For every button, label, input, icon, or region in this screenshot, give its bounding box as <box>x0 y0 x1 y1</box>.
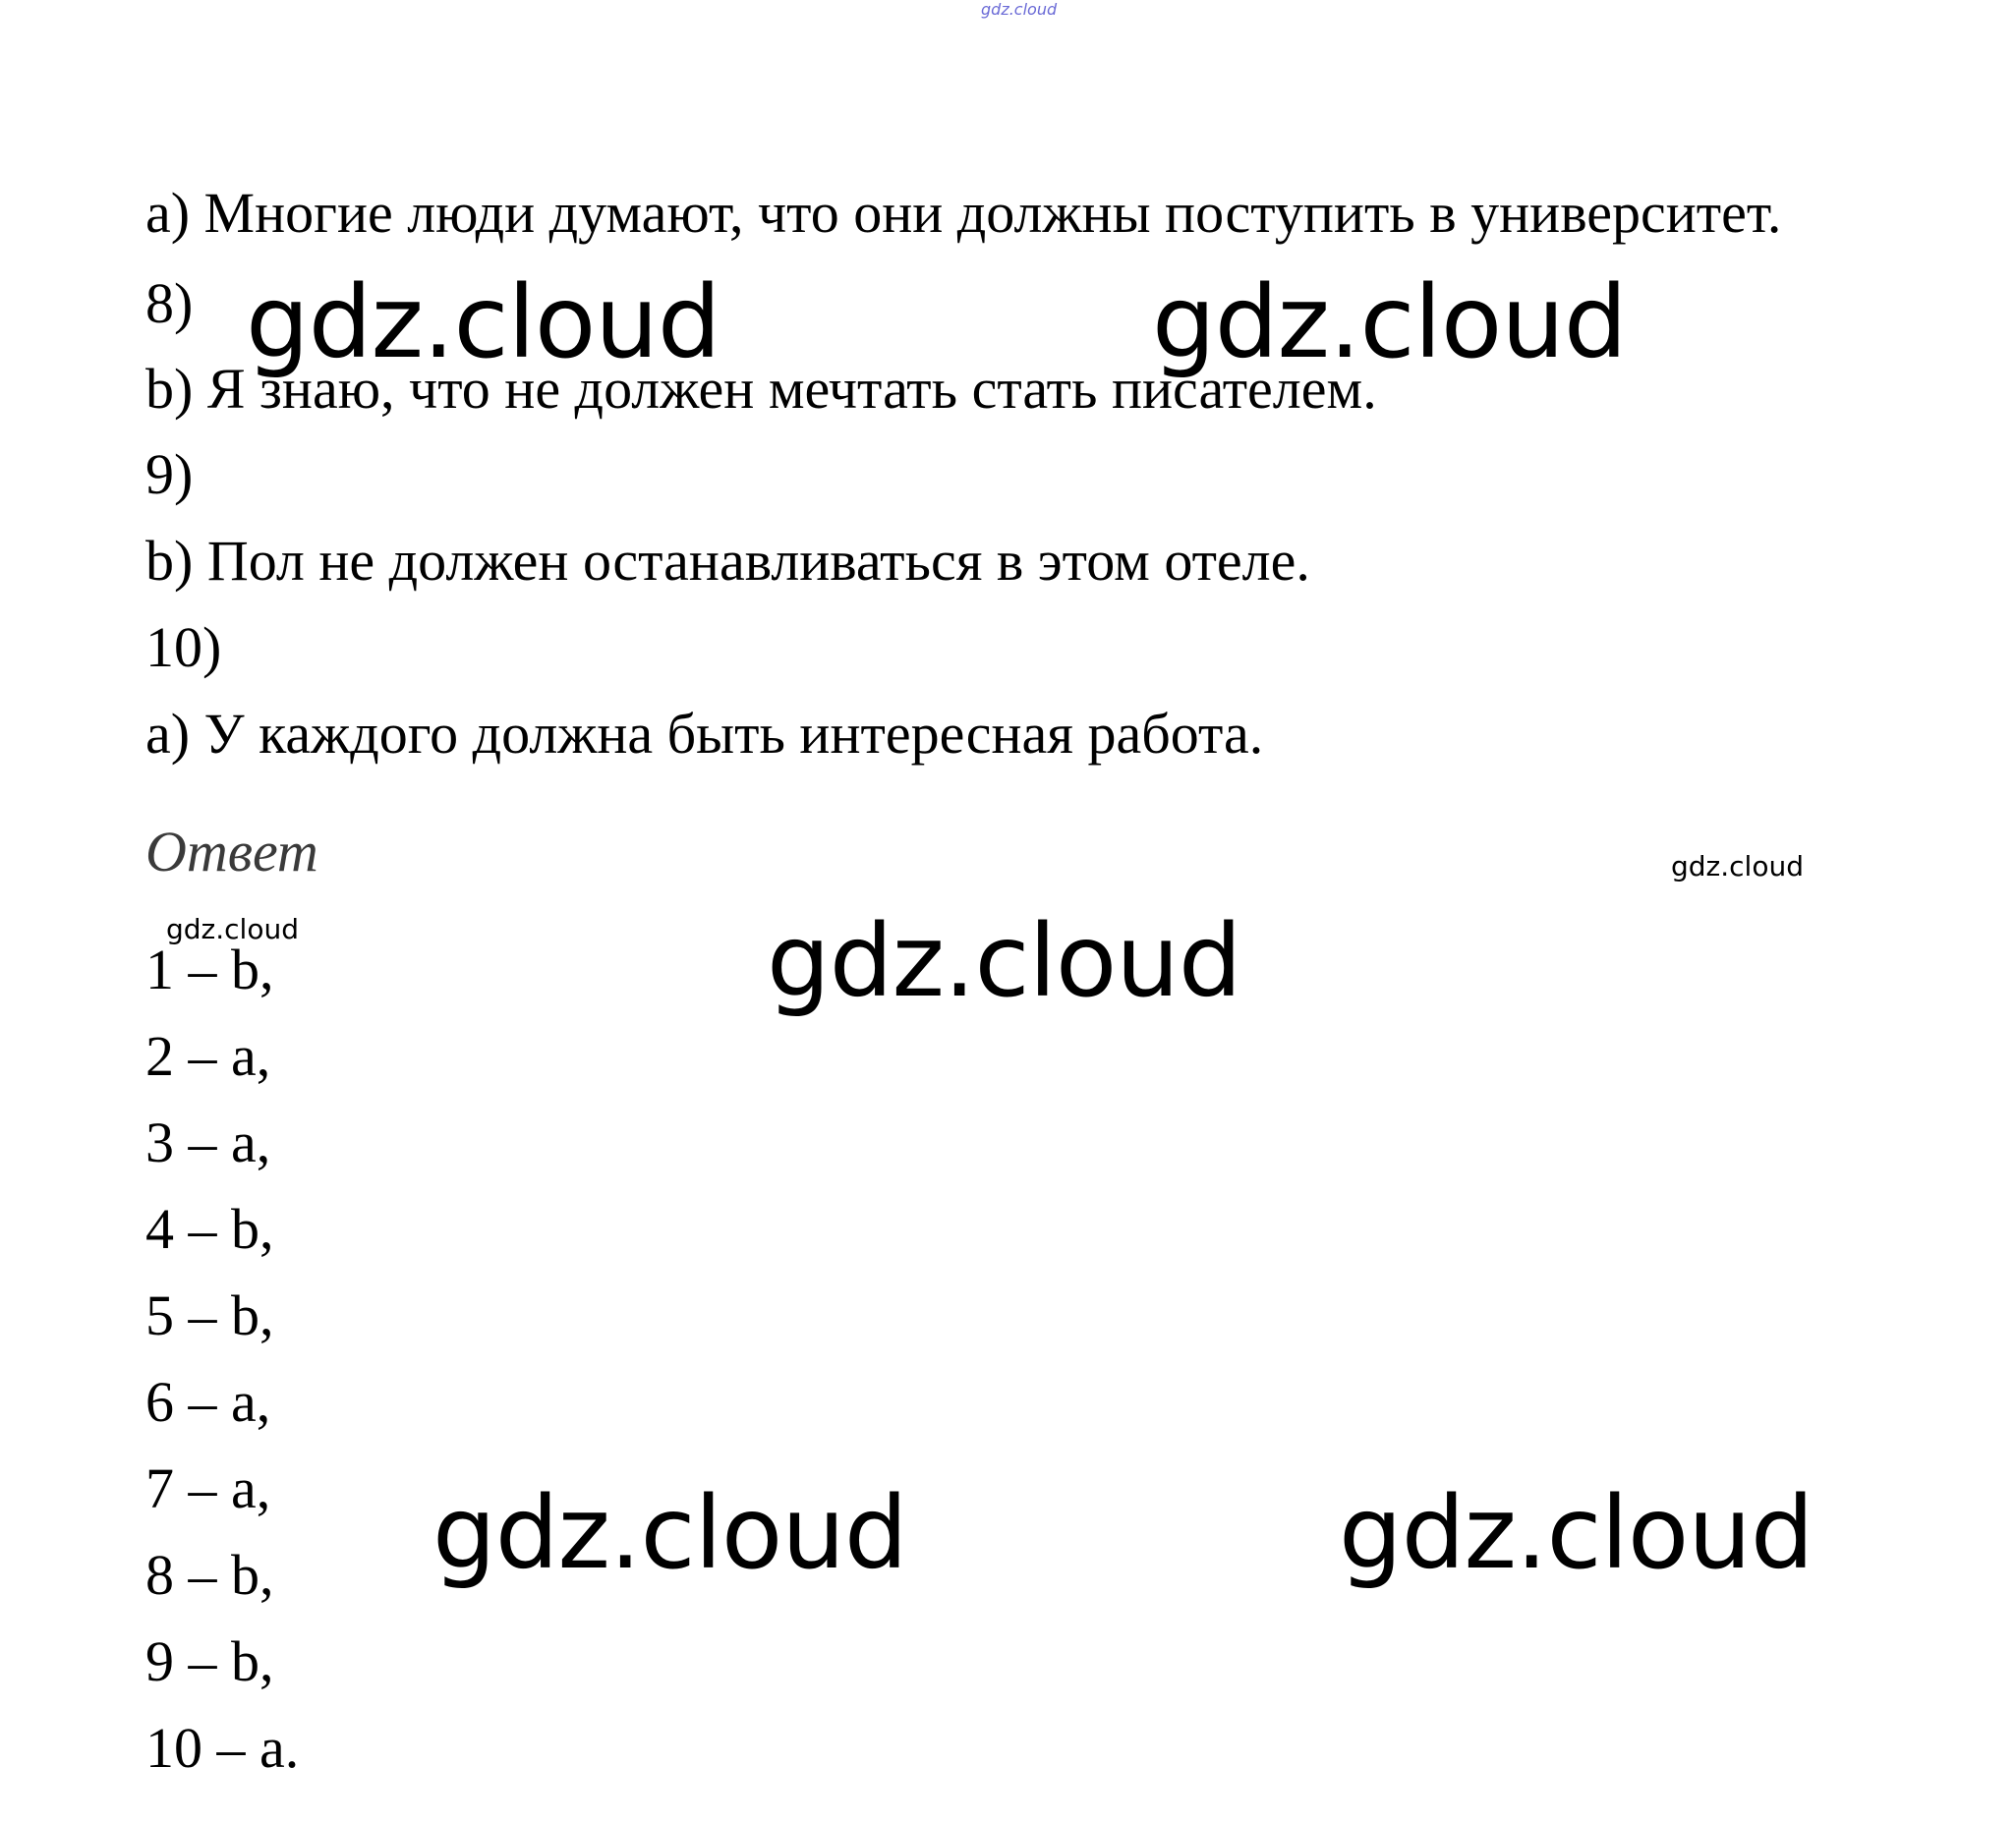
exercise-line-a10: a) У каждого должна быть интересная работа. <box>145 702 1264 766</box>
answer-item: 6 – a, <box>145 1370 271 1434</box>
answer-item: 4 – b, <box>145 1197 274 1261</box>
exercise-item-9: 9) <box>145 442 194 506</box>
watermark-2: gdz.cloud <box>1152 264 1627 381</box>
answer-item: 5 – b, <box>145 1283 274 1347</box>
exercise-item-8: 8) <box>145 271 194 335</box>
watermark-top: gdz.cloud <box>981 0 1058 19</box>
exercise-line-a7: a) Многие люди думают, что они должны поступить в университет. <box>145 181 1782 245</box>
watermark-1: gdz.cloud <box>246 264 720 381</box>
answer-item: 2 – a, <box>145 1024 271 1088</box>
answer-item: 3 – a, <box>145 1111 271 1174</box>
watermark-small-1: gdz.cloud <box>1671 850 1804 883</box>
watermark-5: gdz.cloud <box>1339 1475 1814 1592</box>
answer-heading: Ответ <box>145 820 318 883</box>
answer-item: 7 – a, <box>145 1456 271 1520</box>
answer-item: 10 – a. <box>145 1716 300 1780</box>
exercise-line-b9: b) Пол не должен останавливаться в этом отеле. <box>145 529 1310 593</box>
answer-item: 8 – b, <box>145 1543 274 1607</box>
watermark-4: gdz.cloud <box>432 1475 907 1592</box>
answer-item: 1 – b, <box>145 938 274 1001</box>
exercise-item-10: 10) <box>145 615 222 679</box>
exercise-line-b8: b) Я знаю, что не должен мечтать стать писателем. <box>145 357 1377 421</box>
watermark-small-2: gdz.cloud <box>166 913 299 945</box>
answer-item: 9 – b, <box>145 1629 274 1693</box>
watermark-3: gdz.cloud <box>767 903 1241 1020</box>
